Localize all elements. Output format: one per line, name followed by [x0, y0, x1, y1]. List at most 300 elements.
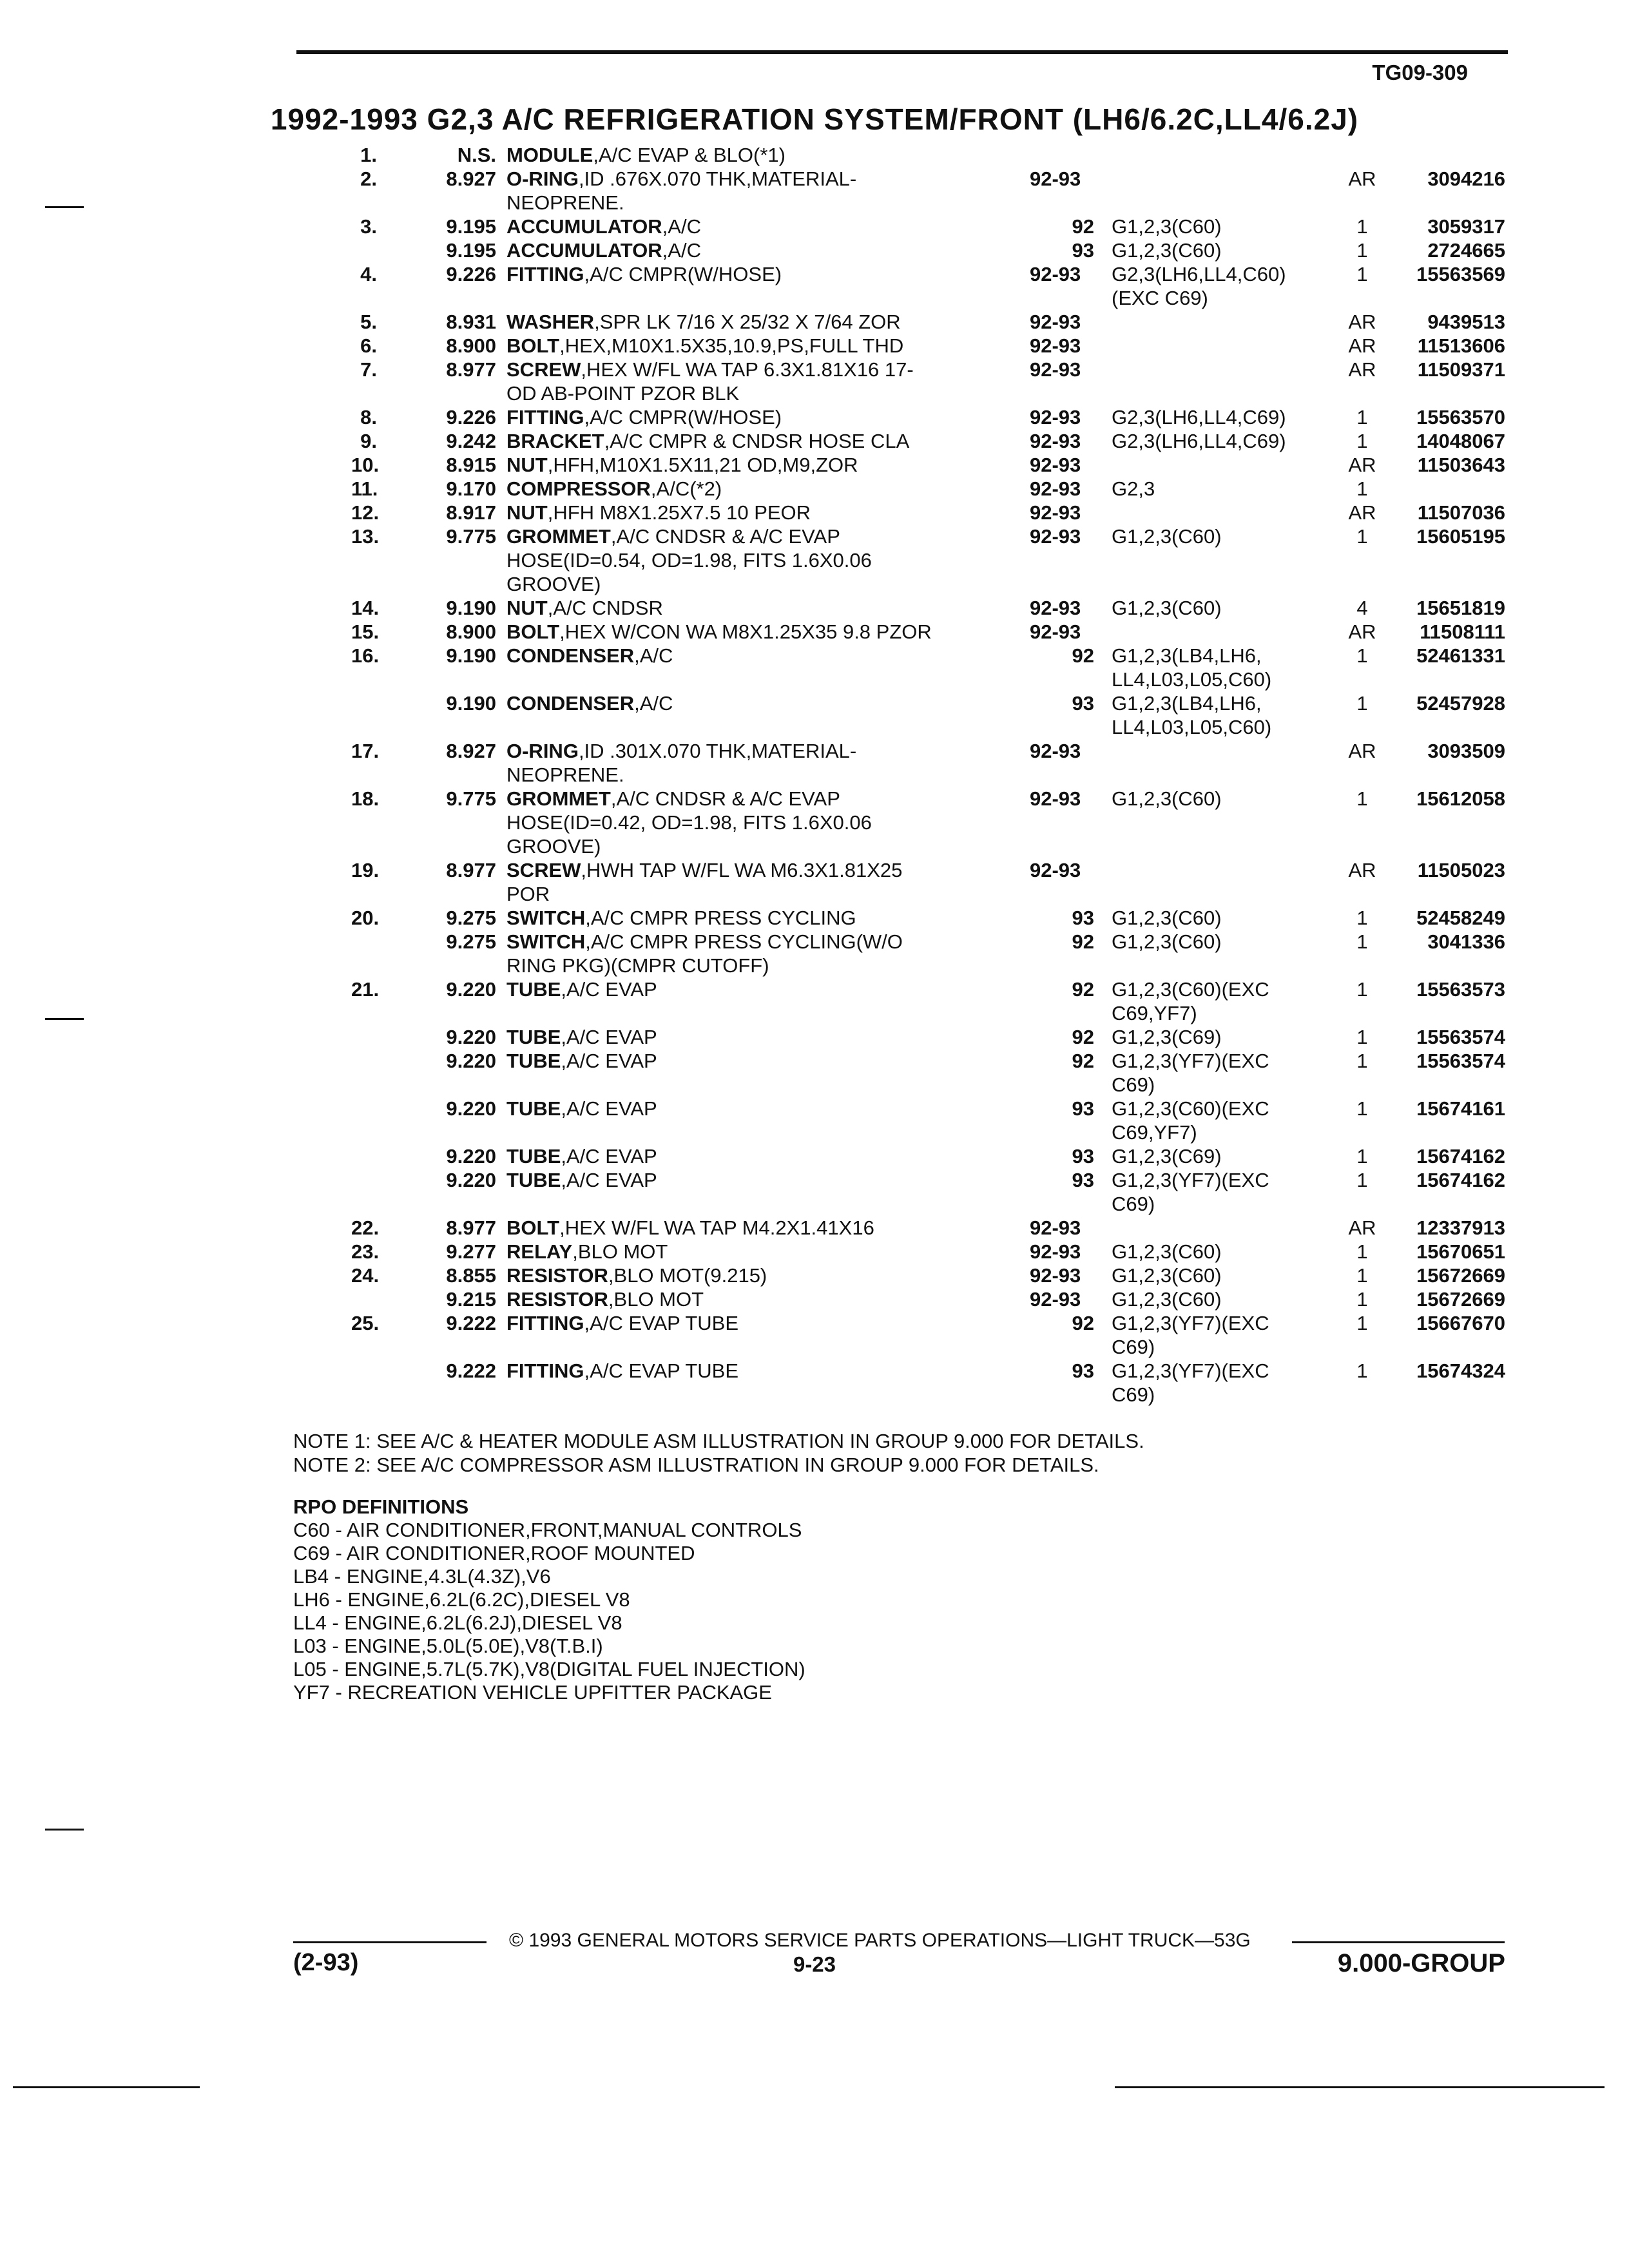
- model-years: 92-93: [1030, 597, 1081, 619]
- parts-row-continuation: [0, 548, 1629, 572]
- part-spec: ,A/C CMPR(W/HOSE): [584, 263, 782, 285]
- description: [506, 548, 872, 572]
- parts-row: [0, 405, 1629, 429]
- part-spec: ,A/C EVAP: [561, 978, 657, 1001]
- description: [506, 453, 858, 477]
- quantity: 1: [1356, 1097, 1368, 1120]
- application: G1,2,3(C60): [1112, 1288, 1222, 1311]
- rpo-item: C60 - AIR CONDITIONER,FRONT,MANUAL CONTROLS: [293, 1519, 802, 1541]
- rpo-item: LL4 - ENGINE,6.2L(6.2J),DIESEL V8: [293, 1611, 622, 1634]
- description: [506, 906, 856, 930]
- model-years: 93: [1072, 1360, 1094, 1382]
- parts-row-continuation: [0, 1120, 1629, 1144]
- application: G2,3: [1112, 477, 1155, 500]
- page-title: 1992-1993 G2,3 A/C REFRIGERATION SYSTEM/FRONT (LH6/6.2C,LL4/6.2J): [270, 102, 1359, 136]
- parts-row: [0, 787, 1629, 811]
- description: [506, 1097, 657, 1120]
- item-number: 1.: [360, 144, 377, 166]
- quantity: 1: [1356, 1169, 1368, 1191]
- part-spec: GROOVE): [506, 573, 601, 595]
- application: G1,2,3(C60): [1112, 597, 1222, 619]
- group-number: 9.220: [446, 1097, 496, 1120]
- description: [506, 238, 701, 262]
- parts-row: [0, 238, 1629, 262]
- part-spec: ,A/C CMPR & CNDSR HOSE CLA: [604, 430, 910, 452]
- item-number: 10.: [351, 454, 380, 476]
- part-spec: ,A/C EVAP TUBE: [584, 1312, 739, 1334]
- part-number: 15563573: [1416, 978, 1505, 1001]
- part-spec: ,A/C EVAP: [561, 1050, 657, 1072]
- part-name: TUBE: [506, 1169, 561, 1191]
- rpo-item: L03 - ENGINE,5.0L(5.0E),V8(T.B.I): [293, 1635, 603, 1657]
- description: [506, 572, 601, 596]
- part-name: BOLT: [506, 1216, 560, 1239]
- quantity: 1: [1356, 1288, 1368, 1311]
- part-number: 12337913: [1416, 1216, 1505, 1239]
- scan-edge-line: [1115, 2086, 1605, 2088]
- group-number: 8.900: [446, 334, 496, 357]
- model-years: 92-93: [1030, 1264, 1081, 1287]
- top-rule: [296, 50, 1508, 54]
- parts-row: [0, 215, 1629, 238]
- model-years: 92: [1072, 1026, 1094, 1048]
- part-number: 15670651: [1416, 1240, 1505, 1263]
- part-number: 52457928: [1416, 692, 1505, 715]
- quantity: 1: [1356, 430, 1368, 452]
- part-spec: ,ID .301X.070 THK,MATERIAL-: [578, 740, 857, 762]
- part-spec: ,HEX,M10X1.5X35,10.9,PS,FULL THD: [559, 334, 904, 357]
- group-number: 9.222: [446, 1360, 496, 1382]
- parts-row: [0, 143, 1629, 167]
- application: G1,2,3(C60): [1112, 239, 1222, 262]
- part-number: 15612058: [1416, 787, 1505, 810]
- description: [506, 381, 739, 405]
- parts-row-continuation: [0, 811, 1629, 834]
- part-name: NUT: [506, 454, 548, 476]
- part-name: SCREW: [506, 358, 581, 381]
- parts-row: [0, 167, 1629, 191]
- group-number: 9.220: [446, 1145, 496, 1168]
- description: [506, 1216, 874, 1240]
- model-years: 92: [1072, 644, 1094, 667]
- application: G1,2,3(C60): [1112, 1264, 1222, 1287]
- parts-row-continuation: [0, 1073, 1629, 1097]
- item-number: 7.: [360, 358, 377, 381]
- quantity: AR: [1348, 740, 1376, 762]
- model-years: 92-93: [1030, 311, 1081, 333]
- rpo-item: L05 - ENGINE,5.7L(5.7K),V8(DIGITAL FUEL INJECTION): [293, 1658, 805, 1680]
- quantity: AR: [1348, 859, 1376, 881]
- model-years: 92-93: [1030, 334, 1081, 357]
- model-years: 93: [1072, 1097, 1094, 1120]
- group-number: N.S.: [457, 144, 496, 166]
- description: [506, 691, 673, 715]
- parts-row: [0, 1216, 1629, 1240]
- parts-row-continuation: [0, 834, 1629, 858]
- group-number: 9.220: [446, 1169, 496, 1191]
- parts-row: [0, 310, 1629, 334]
- group-number: 8.915: [446, 454, 496, 476]
- group-number: 8.977: [446, 1216, 496, 1239]
- group-number: 9.220: [446, 1026, 496, 1048]
- item-number: 13.: [351, 525, 380, 548]
- part-spec: ,A/C: [634, 644, 673, 667]
- quantity: 1: [1356, 1240, 1368, 1263]
- footer-date: (2-93): [293, 1949, 359, 1976]
- application: G1,2,3(YF7)(EXC: [1112, 1169, 1269, 1191]
- application: G1,2,3(YF7)(EXC: [1112, 1312, 1269, 1334]
- part-name: TUBE: [506, 1026, 561, 1048]
- quantity: 1: [1356, 1026, 1368, 1048]
- quantity: 1: [1356, 406, 1368, 428]
- parts-row: [0, 453, 1629, 477]
- description: [506, 191, 624, 215]
- quantity: 1: [1356, 1264, 1368, 1287]
- description: [506, 334, 903, 358]
- part-spec: ,A/C(*2): [650, 477, 722, 500]
- description: [506, 763, 624, 787]
- application: G2,3(LH6,LL4,C60): [1112, 263, 1286, 285]
- part-spec: ,A/C: [662, 239, 701, 262]
- application: G2,3(LH6,LL4,C69): [1112, 406, 1286, 428]
- group-number: 9.222: [446, 1312, 496, 1334]
- part-spec: NEOPRENE.: [506, 764, 624, 786]
- parts-row: [0, 334, 1629, 358]
- description: [506, 262, 782, 286]
- part-number: 14048067: [1416, 430, 1505, 452]
- part-spec: ,A/C EVAP & BLO(*1): [593, 144, 786, 166]
- parts-row: [0, 262, 1629, 286]
- part-number: 15563574: [1416, 1026, 1505, 1048]
- description: [506, 620, 932, 644]
- parts-row-continuation: [0, 1001, 1629, 1025]
- group-number: 9.242: [446, 430, 496, 452]
- part-name: SCREW: [506, 859, 581, 881]
- group-number: 9.275: [446, 907, 496, 929]
- quantity: 1: [1356, 263, 1368, 285]
- quantity: 1: [1356, 477, 1368, 500]
- parts-row: [0, 477, 1629, 501]
- part-name: BRACKET: [506, 430, 604, 452]
- item-number: 25.: [351, 1312, 380, 1334]
- part-number: 2724665: [1427, 239, 1505, 262]
- parts-row-continuation: [0, 1383, 1629, 1407]
- part-number: 15605195: [1416, 525, 1505, 548]
- parts-row-continuation: [0, 1335, 1629, 1359]
- model-years: 92-93: [1030, 1216, 1081, 1239]
- parts-row: [0, 977, 1629, 1001]
- quantity: 1: [1356, 525, 1368, 548]
- model-years: 92-93: [1030, 168, 1081, 190]
- part-number: 15563570: [1416, 406, 1505, 428]
- part-number: 11508111: [1420, 620, 1505, 643]
- part-spec: ,HEX W/FL WA TAP 6.3X1.81X16 17-: [581, 358, 914, 381]
- description: [506, 811, 872, 834]
- part-spec: ,BLO MOT(9.215): [608, 1264, 767, 1287]
- parts-row: [0, 620, 1629, 644]
- part-name: RESISTOR: [506, 1288, 608, 1311]
- part-number: 9439513: [1427, 311, 1505, 333]
- part-spec: ,A/C: [662, 215, 701, 238]
- quantity: AR: [1348, 334, 1376, 357]
- model-years: 92: [1072, 215, 1094, 238]
- copyright: © 1993 GENERAL MOTORS SERVICE PARTS OPERATIONS—LIGHT TRUCK—53G: [509, 1930, 1251, 1951]
- notes: [293, 1429, 1144, 1477]
- description: [506, 215, 701, 238]
- description: [506, 954, 769, 977]
- quantity: 1: [1356, 692, 1368, 715]
- description: [506, 1287, 704, 1311]
- parts-row: [0, 596, 1629, 620]
- application: C69): [1112, 1073, 1155, 1096]
- item-number: 11.: [351, 477, 378, 500]
- item-number: 17.: [351, 740, 380, 762]
- part-name: TUBE: [506, 1097, 561, 1120]
- part-name: O-RING: [506, 740, 579, 762]
- description: [506, 1144, 657, 1168]
- parts-row: [0, 1144, 1629, 1168]
- parts-row-continuation: [0, 1192, 1629, 1216]
- parts-row: [0, 1311, 1629, 1335]
- quantity: 1: [1356, 1312, 1368, 1334]
- parts-row-continuation: [0, 286, 1629, 310]
- quantity: 1: [1356, 644, 1368, 667]
- description: [506, 143, 786, 167]
- part-number: 15651819: [1416, 597, 1505, 619]
- parts-row: [0, 1240, 1629, 1264]
- quantity: 1: [1356, 215, 1368, 238]
- part-name: TUBE: [506, 1050, 561, 1072]
- part-spec: POR: [506, 883, 550, 905]
- model-years: 92-93: [1030, 477, 1081, 500]
- group-number: 9.226: [446, 406, 496, 428]
- part-spec: ,HEX W/FL WA TAP M4.2X1.41X16: [559, 1216, 874, 1239]
- footer-group: 9.000-GROUP: [1337, 1949, 1505, 1977]
- parts-row: [0, 1097, 1629, 1120]
- quantity: 1: [1356, 930, 1368, 953]
- part-number: 15674162: [1416, 1169, 1505, 1191]
- item-number: 14.: [351, 597, 380, 619]
- rpo-item: LB4 - ENGINE,4.3L(4.3Z),V6: [293, 1565, 551, 1588]
- description: [506, 477, 722, 501]
- application: C69): [1112, 1383, 1155, 1406]
- quantity: 1: [1356, 239, 1368, 262]
- description: [506, 1311, 738, 1335]
- item-number: 24.: [351, 1264, 380, 1287]
- footer-page-number: 9-23: [793, 1952, 836, 1976]
- parts-row: [0, 524, 1629, 548]
- description: [506, 1264, 767, 1287]
- item-number: 22.: [351, 1216, 380, 1239]
- group-number: 9.220: [446, 978, 496, 1001]
- model-years: 92-93: [1030, 501, 1081, 524]
- group-number: 9.775: [446, 787, 496, 810]
- parts-row-continuation: [0, 191, 1629, 215]
- part-spec: ,HWH TAP W/FL WA M6.3X1.81X25: [581, 859, 903, 881]
- item-number: 15.: [351, 620, 380, 643]
- application: G1,2,3(C60): [1112, 1240, 1222, 1263]
- part-spec: HOSE(ID=0.42, OD=1.98, FITS 1.6X0.06: [506, 811, 872, 834]
- application: LL4,L03,L05,C60): [1112, 716, 1272, 738]
- parts-row: [0, 501, 1629, 524]
- application: LL4,L03,L05,C60): [1112, 668, 1272, 691]
- application: G1,2,3(C60)(EXC: [1112, 1097, 1269, 1120]
- description: [506, 310, 901, 334]
- item-number: 21.: [351, 978, 380, 1001]
- model-years: 92-93: [1030, 263, 1081, 285]
- model-years: 92: [1072, 1050, 1094, 1072]
- part-spec: ,A/C EVAP TUBE: [584, 1360, 739, 1382]
- application: G1,2,3(C69): [1112, 1026, 1222, 1048]
- quantity: AR: [1348, 501, 1376, 524]
- quantity: 1: [1356, 978, 1368, 1001]
- group-number: 9.190: [446, 597, 496, 619]
- description: [506, 739, 856, 763]
- parts-row: [0, 906, 1629, 930]
- description: [506, 858, 902, 882]
- model-years: 93: [1072, 1145, 1094, 1168]
- parts-row: [0, 691, 1629, 715]
- parts-row-continuation: [0, 381, 1629, 405]
- part-name: FITTING: [506, 406, 584, 428]
- part-spec: ,A/C CNDSR: [547, 597, 663, 619]
- part-name: WASHER: [506, 311, 595, 333]
- rpo-definitions: [293, 1495, 805, 1704]
- part-name: FITTING: [506, 263, 584, 285]
- group-number: 9.275: [446, 930, 496, 953]
- scan-edge-line: [13, 2086, 200, 2088]
- quantity: AR: [1348, 454, 1376, 476]
- quantity: AR: [1348, 311, 1376, 333]
- part-spec: ,A/C CNDSR & A/C EVAP: [610, 525, 840, 548]
- part-name: TUBE: [506, 1145, 561, 1168]
- scan-margin-mark: [45, 1829, 84, 1831]
- item-number: 20.: [351, 907, 380, 929]
- parts-row-continuation: [0, 572, 1629, 596]
- item-number: 5.: [360, 311, 377, 333]
- part-name: NUT: [506, 597, 548, 619]
- item-number: 8.: [360, 406, 377, 428]
- model-years: 92-93: [1030, 1288, 1081, 1311]
- application: G1,2,3(C60): [1112, 215, 1222, 238]
- rpo-item: YF7 - RECREATION VEHICLE UPFITTER PACKAGE: [293, 1681, 772, 1704]
- group-number: 9.190: [446, 692, 496, 715]
- description: [506, 501, 811, 524]
- group-number: 9.277: [446, 1240, 496, 1263]
- part-name: NUT: [506, 501, 548, 524]
- item-number: 12.: [351, 501, 380, 524]
- item-number: 16.: [351, 644, 380, 667]
- application: G1,2,3(YF7)(EXC: [1112, 1050, 1269, 1072]
- footer-rule-left: [293, 1941, 487, 1943]
- model-years: 92-93: [1030, 740, 1081, 762]
- part-spec: ,BLO MOT: [572, 1240, 668, 1263]
- model-years: 92-93: [1030, 406, 1081, 428]
- model-years: 92-93: [1030, 787, 1081, 810]
- part-spec: ,A/C EVAP: [561, 1169, 657, 1191]
- description: [506, 1168, 657, 1192]
- part-number: 3094216: [1427, 168, 1505, 190]
- quantity: 1: [1356, 907, 1368, 929]
- parts-row: [0, 1168, 1629, 1192]
- rpo-item: LH6 - ENGINE,6.2L(6.2C),DIESEL V8: [293, 1588, 630, 1611]
- group-number: 9.215: [446, 1288, 496, 1311]
- part-spec: ,A/C EVAP: [561, 1097, 657, 1120]
- part-name: ACCUMULATOR: [506, 239, 662, 262]
- part-spec: RING PKG)(CMPR CUTOFF): [506, 954, 769, 977]
- model-years: 92-93: [1030, 454, 1081, 476]
- group-number: 8.900: [446, 620, 496, 643]
- description: [506, 1025, 657, 1049]
- model-years: 93: [1072, 1169, 1094, 1191]
- parts-row: [0, 358, 1629, 381]
- part-name: BOLT: [506, 620, 560, 643]
- part-number: 15667670: [1416, 1312, 1505, 1334]
- part-spec: ,A/C EVAP: [561, 1026, 657, 1048]
- scan-margin-mark: [45, 1018, 84, 1020]
- group-number: 8.927: [446, 168, 496, 190]
- model-years: 93: [1072, 907, 1094, 929]
- quantity: AR: [1348, 168, 1376, 190]
- group-number: 9.226: [446, 263, 496, 285]
- part-name: O-RING: [506, 168, 579, 190]
- part-number: 52461331: [1416, 644, 1505, 667]
- group-number: 9.170: [446, 477, 496, 500]
- description: [506, 429, 909, 453]
- part-spec: ,A/C CNDSR & A/C EVAP: [610, 787, 840, 810]
- part-name: CONDENSER: [506, 692, 635, 715]
- part-name: GROMMET: [506, 525, 611, 548]
- part-spec: ,ID .676X.070 THK,MATERIAL-: [578, 168, 857, 190]
- group-number: 8.917: [446, 501, 496, 524]
- parts-row: [0, 1359, 1629, 1383]
- parts-row-continuation: [0, 954, 1629, 977]
- quantity: AR: [1348, 358, 1376, 381]
- parts-row-continuation: [0, 715, 1629, 739]
- part-number: 15563569: [1416, 263, 1505, 285]
- part-spec: ,A/C CMPR PRESS CYCLING(W/O: [585, 930, 903, 953]
- part-name: CONDENSER: [506, 644, 635, 667]
- model-years: 92-93: [1030, 1240, 1081, 1263]
- model-years: 93: [1072, 692, 1094, 715]
- group-number: 8.977: [446, 358, 496, 381]
- rpo-item: C69 - AIR CONDITIONER,ROOF MOUNTED: [293, 1542, 695, 1564]
- part-name: RESISTOR: [506, 1264, 608, 1287]
- application: G1,2,3(LB4,LH6,: [1112, 644, 1262, 667]
- model-years: 92-93: [1030, 525, 1081, 548]
- part-name: SWITCH: [506, 930, 586, 953]
- description: [506, 524, 840, 548]
- application: G1,2,3(C69): [1112, 1145, 1222, 1168]
- part-spec: ,BLO MOT: [608, 1288, 704, 1311]
- parts-row: [0, 858, 1629, 882]
- part-number: 3059317: [1427, 215, 1505, 238]
- item-number: 2.: [360, 168, 377, 190]
- group-number: 8.977: [446, 859, 496, 881]
- part-number: 15563574: [1416, 1050, 1505, 1072]
- group-number: 9.775: [446, 525, 496, 548]
- model-years: 92: [1072, 930, 1094, 953]
- part-name: FITTING: [506, 1360, 584, 1382]
- application: C69): [1112, 1193, 1155, 1215]
- model-years: 92-93: [1030, 859, 1081, 881]
- application: G2,3(LH6,LL4,C69): [1112, 430, 1286, 452]
- quantity: 4: [1356, 597, 1368, 619]
- group-number: 9.195: [446, 239, 496, 262]
- group-number: 8.855: [446, 1264, 496, 1287]
- footer-rule-right: [1292, 1941, 1505, 1943]
- part-name: FITTING: [506, 1312, 584, 1334]
